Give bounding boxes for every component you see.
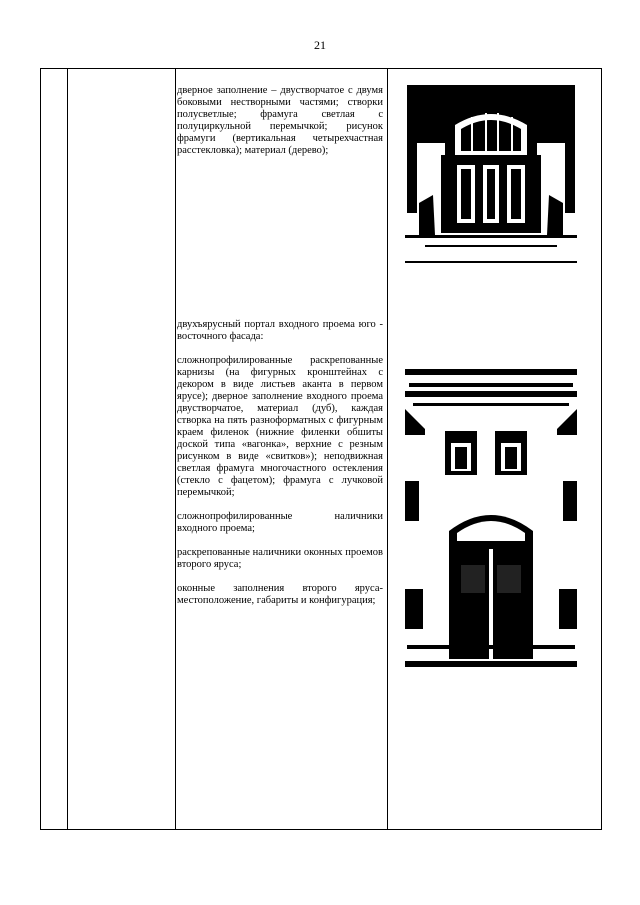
row2-heading: двухъярусный портал входного проема юго - восточного фасада: xyxy=(177,319,383,342)
row2-paragraph-4: оконные заполнения второго яруса-местоположение, габариты и конфигурация; xyxy=(177,583,383,606)
column-divider-1 xyxy=(67,69,68,829)
page-number: 21 xyxy=(314,38,326,52)
row1-paragraph: дверное заполнение – двустворчатое с двумя боковыми нестворными частями; створки полусветлые; фрамуга светлая с полуциркульной перемычкой; рисунок фрамуги (вертикальная четырехчастная расстекловка); материал (дерево); xyxy=(177,85,383,156)
row2-paragraph-2: сложнопрофилированные наличники входного проема; xyxy=(177,511,383,534)
row2-description xyxy=(177,319,383,607)
entrance-door-photo-icon xyxy=(405,85,577,263)
row1-description xyxy=(177,85,383,157)
facade-portal-photo-icon xyxy=(405,369,577,667)
column-divider-3 xyxy=(387,69,388,829)
document-table xyxy=(40,68,602,830)
row2-paragraph-1: сложнопрофилированные раскрепованные карнизы (на фигурных кронштейнах с декором в виде листьев аканта в первом ярусе); дверное заполнение входного проема двустворчатое, материал (дуб), каждая створка на пять разноформатных с фигурным краем филенок (нижние филенки обшиты доской типа «вагонка», верхние с резным рисунком в виде «свитков»); неподвижная светлая фрамуга многочастного остекления (стекло с фацетом); фрамуга с лучковой перемычкой; xyxy=(177,355,383,498)
row2-paragraph-3: раскрепованные наличники оконных проемов второго яруса; xyxy=(177,547,383,570)
column-divider-2 xyxy=(175,69,176,829)
